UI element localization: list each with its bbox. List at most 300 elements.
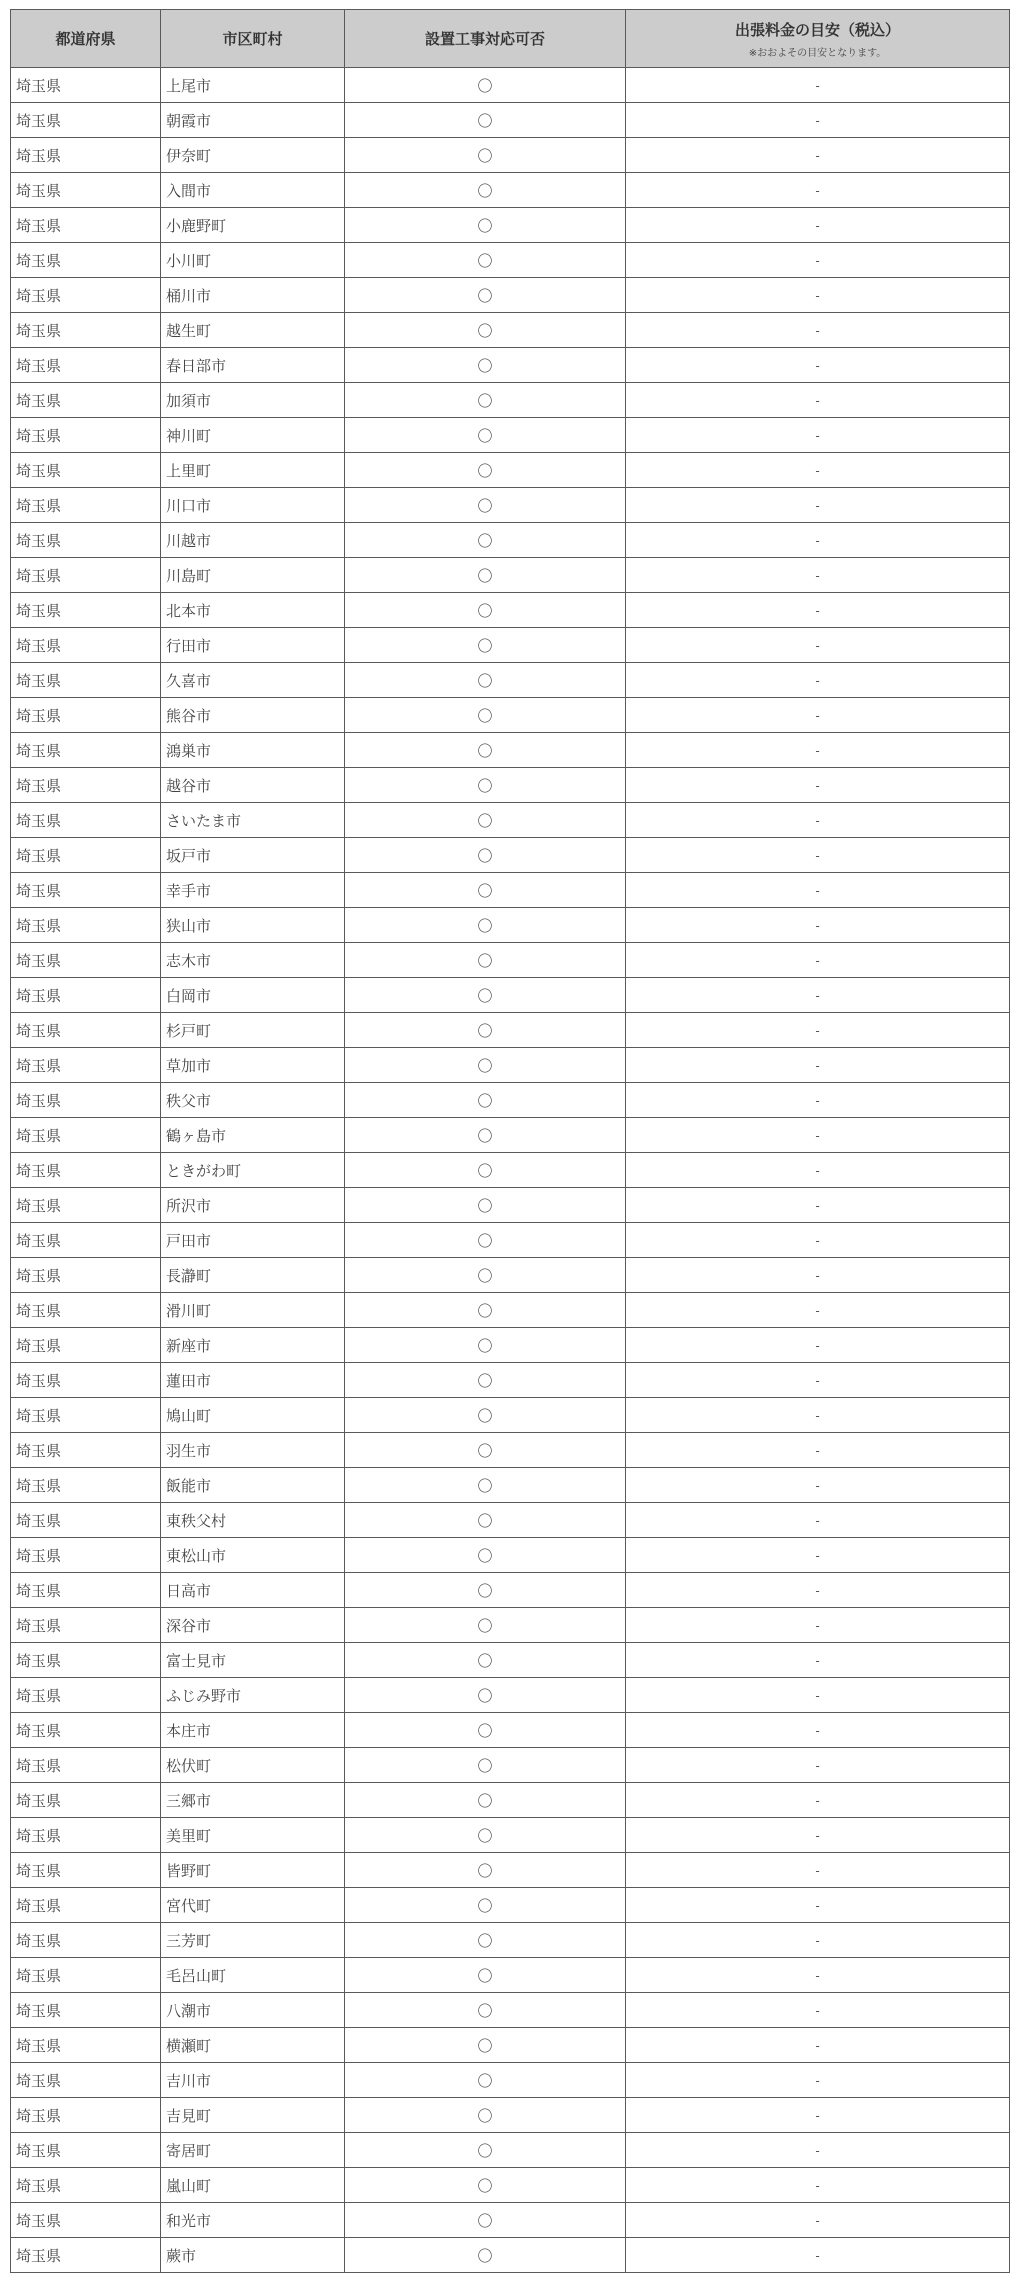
table-row bbox=[11, 103, 1010, 138]
prefecture-cell: 埼玉県 bbox=[11, 1468, 161, 1503]
available-circle-icon: 〇 bbox=[477, 1336, 493, 1355]
city-cell: 嵐山町 bbox=[161, 2168, 345, 2203]
available-circle-icon: 〇 bbox=[477, 2176, 493, 2195]
prefecture-cell: 埼玉県 bbox=[11, 628, 161, 663]
header-fee bbox=[626, 10, 1010, 68]
installation-cell bbox=[345, 523, 626, 558]
installation-cell bbox=[345, 103, 626, 138]
prefecture-cell: 埼玉県 bbox=[11, 488, 161, 523]
installation-cell bbox=[345, 838, 626, 873]
fee-cell bbox=[626, 383, 1010, 418]
fee-cell bbox=[626, 313, 1010, 348]
available-circle-icon: 〇 bbox=[477, 1721, 493, 1740]
fee-cell bbox=[626, 2098, 1010, 2133]
fee-value: - bbox=[815, 254, 820, 268]
fee-cell bbox=[626, 103, 1010, 138]
table-row bbox=[11, 1153, 1010, 1188]
table-row bbox=[11, 2133, 1010, 2168]
table-row bbox=[11, 1538, 1010, 1573]
city-cell: 松伏町 bbox=[161, 1748, 345, 1783]
installation-cell bbox=[345, 453, 626, 488]
installation-cell bbox=[345, 1538, 626, 1573]
table-row bbox=[11, 383, 1010, 418]
available-circle-icon: 〇 bbox=[477, 951, 493, 970]
installation-cell bbox=[345, 1923, 626, 1958]
city-cell: 川口市 bbox=[161, 488, 345, 523]
table-row bbox=[11, 593, 1010, 628]
header-fee-label: 出張料金の目安（税込） bbox=[734, 20, 900, 39]
table-row bbox=[11, 873, 1010, 908]
fee-value: - bbox=[815, 1689, 820, 1703]
city-cell: 富士見市 bbox=[161, 1643, 345, 1678]
city-cell: 狭山市 bbox=[161, 908, 345, 943]
prefecture-cell: 埼玉県 bbox=[11, 2238, 161, 2273]
prefecture-cell: 埼玉県 bbox=[11, 68, 161, 103]
available-circle-icon: 〇 bbox=[477, 531, 493, 550]
installation-cell bbox=[345, 383, 626, 418]
installation-cell bbox=[345, 1643, 626, 1678]
fee-value: - bbox=[815, 919, 820, 933]
installation-cell bbox=[345, 348, 626, 383]
installation-cell bbox=[345, 978, 626, 1013]
available-circle-icon: 〇 bbox=[477, 2001, 493, 2020]
fee-value: - bbox=[815, 429, 820, 443]
fee-value: - bbox=[815, 1969, 820, 1983]
available-circle-icon: 〇 bbox=[477, 986, 493, 1005]
table-row bbox=[11, 2063, 1010, 2098]
prefecture-cell: 埼玉県 bbox=[11, 523, 161, 558]
fee-value: - bbox=[815, 849, 820, 863]
installation-cell bbox=[345, 1293, 626, 1328]
city-cell: 神川町 bbox=[161, 418, 345, 453]
prefecture-cell: 埼玉県 bbox=[11, 138, 161, 173]
prefecture-cell: 埼玉県 bbox=[11, 173, 161, 208]
city-cell: 小鹿野町 bbox=[161, 208, 345, 243]
fee-cell bbox=[626, 453, 1010, 488]
table-row bbox=[11, 1993, 1010, 2028]
fee-value: - bbox=[815, 989, 820, 1003]
prefecture-cell: 埼玉県 bbox=[11, 1783, 161, 1818]
city-cell: 加須市 bbox=[161, 383, 345, 418]
prefecture-cell: 埼玉県 bbox=[11, 593, 161, 628]
city-cell: 吉川市 bbox=[161, 2063, 345, 2098]
fee-cell bbox=[626, 1713, 1010, 1748]
table-row bbox=[11, 2238, 1010, 2273]
fee-cell bbox=[626, 243, 1010, 278]
fee-value: - bbox=[815, 1164, 820, 1178]
prefecture-cell: 埼玉県 bbox=[11, 2203, 161, 2238]
fee-value: - bbox=[815, 674, 820, 688]
table-row bbox=[11, 138, 1010, 173]
installation-cell bbox=[345, 488, 626, 523]
fee-value: - bbox=[815, 1374, 820, 1388]
table-row bbox=[11, 313, 1010, 348]
table-row bbox=[11, 2168, 1010, 2203]
installation-cell bbox=[345, 1398, 626, 1433]
city-cell: 東秩父村 bbox=[161, 1503, 345, 1538]
table-row bbox=[11, 523, 1010, 558]
available-circle-icon: 〇 bbox=[477, 811, 493, 830]
fee-cell bbox=[626, 1153, 1010, 1188]
fee-cell bbox=[626, 523, 1010, 558]
installation-cell bbox=[345, 313, 626, 348]
table-row bbox=[11, 1958, 1010, 1993]
prefecture-cell: 埼玉県 bbox=[11, 1888, 161, 1923]
table-row bbox=[11, 418, 1010, 453]
table-row bbox=[11, 1363, 1010, 1398]
prefecture-cell: 埼玉県 bbox=[11, 1398, 161, 1433]
available-circle-icon: 〇 bbox=[477, 181, 493, 200]
table-row bbox=[11, 2028, 1010, 2063]
table-body bbox=[11, 68, 1010, 2273]
city-cell: 春日部市 bbox=[161, 348, 345, 383]
installation-cell bbox=[345, 1608, 626, 1643]
fee-cell bbox=[626, 1538, 1010, 1573]
fee-value: - bbox=[815, 2144, 820, 2158]
prefecture-cell: 埼玉県 bbox=[11, 348, 161, 383]
available-circle-icon: 〇 bbox=[477, 1546, 493, 1565]
fee-value: - bbox=[815, 2074, 820, 2088]
header-row bbox=[11, 10, 1010, 68]
fee-value: - bbox=[815, 604, 820, 618]
fee-cell bbox=[626, 138, 1010, 173]
city-cell: 東松山市 bbox=[161, 1538, 345, 1573]
city-cell: 北本市 bbox=[161, 593, 345, 628]
prefecture-cell: 埼玉県 bbox=[11, 313, 161, 348]
table-row bbox=[11, 2098, 1010, 2133]
fee-cell bbox=[626, 1678, 1010, 1713]
service-area-table bbox=[10, 9, 1010, 2273]
city-cell: 吉見町 bbox=[161, 2098, 345, 2133]
fee-value: - bbox=[815, 324, 820, 338]
fee-cell bbox=[626, 2063, 1010, 2098]
table-row bbox=[11, 1118, 1010, 1153]
table-row bbox=[11, 278, 1010, 313]
prefecture-cell: 埼玉県 bbox=[11, 1433, 161, 1468]
available-circle-icon: 〇 bbox=[477, 671, 493, 690]
fee-value: - bbox=[815, 464, 820, 478]
fee-cell bbox=[626, 768, 1010, 803]
fee-cell bbox=[626, 1783, 1010, 1818]
city-cell: 入間市 bbox=[161, 173, 345, 208]
available-circle-icon: 〇 bbox=[477, 1651, 493, 1670]
city-cell: 宮代町 bbox=[161, 1888, 345, 1923]
fee-value: - bbox=[815, 1269, 820, 1283]
city-cell: 和光市 bbox=[161, 2203, 345, 2238]
city-cell: 戸田市 bbox=[161, 1223, 345, 1258]
prefecture-cell: 埼玉県 bbox=[11, 103, 161, 138]
prefecture-cell: 埼玉県 bbox=[11, 1713, 161, 1748]
fee-value: - bbox=[815, 184, 820, 198]
table-header bbox=[11, 10, 1010, 68]
prefecture-cell: 埼玉県 bbox=[11, 418, 161, 453]
city-cell: 行田市 bbox=[161, 628, 345, 663]
installation-cell bbox=[345, 1888, 626, 1923]
installation-cell bbox=[345, 1993, 626, 2028]
installation-cell bbox=[345, 1083, 626, 1118]
table-row bbox=[11, 173, 1010, 208]
available-circle-icon: 〇 bbox=[477, 776, 493, 795]
table-row bbox=[11, 1188, 1010, 1223]
available-circle-icon: 〇 bbox=[477, 2246, 493, 2265]
fee-cell bbox=[626, 628, 1010, 663]
city-cell: 小川町 bbox=[161, 243, 345, 278]
installation-cell bbox=[345, 1713, 626, 1748]
table-row bbox=[11, 1783, 1010, 1818]
prefecture-cell: 埼玉県 bbox=[11, 1748, 161, 1783]
available-circle-icon: 〇 bbox=[477, 1056, 493, 1075]
fee-cell bbox=[626, 978, 1010, 1013]
city-cell: 皆野町 bbox=[161, 1853, 345, 1888]
prefecture-cell: 埼玉県 bbox=[11, 243, 161, 278]
installation-cell bbox=[345, 1573, 626, 1608]
prefecture-cell: 埼玉県 bbox=[11, 768, 161, 803]
available-circle-icon: 〇 bbox=[477, 1861, 493, 1880]
city-cell: 三芳町 bbox=[161, 1923, 345, 1958]
installation-cell bbox=[345, 1363, 626, 1398]
installation-cell bbox=[345, 1503, 626, 1538]
fee-value: - bbox=[815, 954, 820, 968]
table-row bbox=[11, 1923, 1010, 1958]
city-cell: 坂戸市 bbox=[161, 838, 345, 873]
installation-cell bbox=[345, 138, 626, 173]
prefecture-cell: 埼玉県 bbox=[11, 1013, 161, 1048]
fee-value: - bbox=[815, 1514, 820, 1528]
fee-cell bbox=[626, 418, 1010, 453]
prefecture-cell: 埼玉県 bbox=[11, 2028, 161, 2063]
prefecture-cell: 埼玉県 bbox=[11, 2063, 161, 2098]
prefecture-cell: 埼玉県 bbox=[11, 1083, 161, 1118]
table-row bbox=[11, 768, 1010, 803]
prefecture-cell: 埼玉県 bbox=[11, 733, 161, 768]
fee-cell bbox=[626, 1398, 1010, 1433]
installation-cell bbox=[345, 1958, 626, 1993]
table-row bbox=[11, 628, 1010, 663]
installation-cell bbox=[345, 663, 626, 698]
header-city: 市区町村 bbox=[161, 10, 345, 68]
installation-cell bbox=[345, 628, 626, 663]
installation-cell bbox=[345, 1433, 626, 1468]
table-row bbox=[11, 1083, 1010, 1118]
installation-cell bbox=[345, 1188, 626, 1223]
available-circle-icon: 〇 bbox=[477, 1161, 493, 1180]
installation-cell bbox=[345, 1223, 626, 1258]
fee-cell bbox=[626, 1223, 1010, 1258]
available-circle-icon: 〇 bbox=[477, 636, 493, 655]
table-row bbox=[11, 488, 1010, 523]
available-circle-icon: 〇 bbox=[477, 461, 493, 480]
city-cell: 草加市 bbox=[161, 1048, 345, 1083]
prefecture-cell: 埼玉県 bbox=[11, 1958, 161, 1993]
fee-cell bbox=[626, 873, 1010, 908]
fee-cell bbox=[626, 558, 1010, 593]
fee-value: - bbox=[815, 2214, 820, 2228]
available-circle-icon: 〇 bbox=[477, 321, 493, 340]
installation-cell bbox=[345, 558, 626, 593]
available-circle-icon: 〇 bbox=[477, 1931, 493, 1950]
available-circle-icon: 〇 bbox=[477, 846, 493, 865]
city-cell: 新座市 bbox=[161, 1328, 345, 1363]
service-area-table-container bbox=[10, 9, 1009, 2273]
table-row bbox=[11, 453, 1010, 488]
available-circle-icon: 〇 bbox=[477, 1266, 493, 1285]
installation-cell bbox=[345, 1153, 626, 1188]
prefecture-cell: 埼玉県 bbox=[11, 978, 161, 1013]
city-cell: 秩父市 bbox=[161, 1083, 345, 1118]
table-row bbox=[11, 1258, 1010, 1293]
installation-cell bbox=[345, 2238, 626, 2273]
installation-cell bbox=[345, 943, 626, 978]
available-circle-icon: 〇 bbox=[477, 1616, 493, 1635]
prefecture-cell: 埼玉県 bbox=[11, 208, 161, 243]
available-circle-icon: 〇 bbox=[477, 741, 493, 760]
table-row bbox=[11, 348, 1010, 383]
prefecture-cell: 埼玉県 bbox=[11, 1853, 161, 1888]
prefecture-cell: 埼玉県 bbox=[11, 1503, 161, 1538]
prefecture-cell: 埼玉県 bbox=[11, 1293, 161, 1328]
table-row bbox=[11, 1468, 1010, 1503]
installation-cell bbox=[345, 208, 626, 243]
available-circle-icon: 〇 bbox=[477, 286, 493, 305]
prefecture-cell: 埼玉県 bbox=[11, 2133, 161, 2168]
installation-cell bbox=[345, 908, 626, 943]
fee-cell bbox=[626, 208, 1010, 243]
fee-cell bbox=[626, 1993, 1010, 2028]
prefecture-cell: 埼玉県 bbox=[11, 383, 161, 418]
fee-value: - bbox=[815, 1304, 820, 1318]
available-circle-icon: 〇 bbox=[477, 566, 493, 585]
table-row bbox=[11, 1013, 1010, 1048]
city-cell: 所沢市 bbox=[161, 1188, 345, 1223]
fee-cell bbox=[626, 1818, 1010, 1853]
prefecture-cell: 埼玉県 bbox=[11, 1608, 161, 1643]
city-cell: 飯能市 bbox=[161, 1468, 345, 1503]
installation-cell bbox=[345, 1013, 626, 1048]
fee-cell bbox=[626, 1608, 1010, 1643]
city-cell: 長瀞町 bbox=[161, 1258, 345, 1293]
available-circle-icon: 〇 bbox=[477, 1441, 493, 1460]
available-circle-icon: 〇 bbox=[477, 2141, 493, 2160]
city-cell: 上里町 bbox=[161, 453, 345, 488]
fee-value: - bbox=[815, 1934, 820, 1948]
table-row bbox=[11, 1293, 1010, 1328]
installation-cell bbox=[345, 698, 626, 733]
fee-cell bbox=[626, 1923, 1010, 1958]
fee-value: - bbox=[815, 569, 820, 583]
table-row bbox=[11, 1398, 1010, 1433]
fee-value: - bbox=[815, 1234, 820, 1248]
city-cell: 上尾市 bbox=[161, 68, 345, 103]
fee-cell bbox=[626, 348, 1010, 383]
prefecture-cell: 埼玉県 bbox=[11, 803, 161, 838]
available-circle-icon: 〇 bbox=[477, 1406, 493, 1425]
city-cell: 美里町 bbox=[161, 1818, 345, 1853]
installation-cell bbox=[345, 2168, 626, 2203]
available-circle-icon: 〇 bbox=[477, 2211, 493, 2230]
available-circle-icon: 〇 bbox=[477, 1021, 493, 1040]
installation-cell bbox=[345, 1048, 626, 1083]
prefecture-cell: 埼玉県 bbox=[11, 558, 161, 593]
available-circle-icon: 〇 bbox=[477, 146, 493, 165]
table-row bbox=[11, 2203, 1010, 2238]
installation-cell bbox=[345, 1783, 626, 1818]
fee-cell bbox=[626, 488, 1010, 523]
installation-cell bbox=[345, 2063, 626, 2098]
available-circle-icon: 〇 bbox=[477, 706, 493, 725]
fee-value: - bbox=[815, 1654, 820, 1668]
table-row bbox=[11, 1643, 1010, 1678]
city-cell: ときがわ町 bbox=[161, 1153, 345, 1188]
table-row bbox=[11, 558, 1010, 593]
header-fee-note: ※おおよその目安となります。 bbox=[748, 47, 887, 59]
available-circle-icon: 〇 bbox=[477, 1756, 493, 1775]
prefecture-cell: 埼玉県 bbox=[11, 453, 161, 488]
city-cell: 久喜市 bbox=[161, 663, 345, 698]
city-cell: さいたま市 bbox=[161, 803, 345, 838]
fee-cell bbox=[626, 943, 1010, 978]
available-circle-icon: 〇 bbox=[477, 1686, 493, 1705]
fee-value: - bbox=[815, 1199, 820, 1213]
fee-cell bbox=[626, 2028, 1010, 2063]
city-cell: 越谷市 bbox=[161, 768, 345, 803]
fee-value: - bbox=[815, 289, 820, 303]
installation-cell bbox=[345, 2028, 626, 2063]
table-row bbox=[11, 1608, 1010, 1643]
installation-cell bbox=[345, 1468, 626, 1503]
available-circle-icon: 〇 bbox=[477, 1826, 493, 1845]
city-cell: 横瀬町 bbox=[161, 2028, 345, 2063]
available-circle-icon: 〇 bbox=[477, 2071, 493, 2090]
fee-value: - bbox=[815, 1059, 820, 1073]
available-circle-icon: 〇 bbox=[477, 251, 493, 270]
table-row bbox=[11, 803, 1010, 838]
fee-cell bbox=[626, 1363, 1010, 1398]
fee-value: - bbox=[815, 1724, 820, 1738]
fee-cell bbox=[626, 593, 1010, 628]
fee-value: - bbox=[815, 1094, 820, 1108]
fee-cell bbox=[626, 803, 1010, 838]
fee-cell bbox=[626, 1573, 1010, 1608]
table-row bbox=[11, 978, 1010, 1013]
city-cell: 幸手市 bbox=[161, 873, 345, 908]
fee-value: - bbox=[815, 2004, 820, 2018]
fee-value: - bbox=[815, 1829, 820, 1843]
prefecture-cell: 埼玉県 bbox=[11, 1153, 161, 1188]
table-row bbox=[11, 1888, 1010, 1923]
fee-cell bbox=[626, 838, 1010, 873]
available-circle-icon: 〇 bbox=[477, 356, 493, 375]
fee-cell bbox=[626, 1958, 1010, 1993]
fee-value: - bbox=[815, 1339, 820, 1353]
city-cell: 日高市 bbox=[161, 1573, 345, 1608]
fee-value: - bbox=[815, 779, 820, 793]
fee-cell bbox=[626, 733, 1010, 768]
prefecture-cell: 埼玉県 bbox=[11, 1923, 161, 1958]
prefecture-cell: 埼玉県 bbox=[11, 838, 161, 873]
table-row bbox=[11, 1573, 1010, 1608]
available-circle-icon: 〇 bbox=[477, 496, 493, 515]
city-cell: 鳩山町 bbox=[161, 1398, 345, 1433]
available-circle-icon: 〇 bbox=[477, 1371, 493, 1390]
fee-value: - bbox=[815, 2039, 820, 2053]
city-cell: 桶川市 bbox=[161, 278, 345, 313]
installation-cell bbox=[345, 1853, 626, 1888]
table-row bbox=[11, 208, 1010, 243]
fee-cell bbox=[626, 2133, 1010, 2168]
fee-value: - bbox=[815, 814, 820, 828]
city-cell: 本庄市 bbox=[161, 1713, 345, 1748]
city-cell: 深谷市 bbox=[161, 1608, 345, 1643]
